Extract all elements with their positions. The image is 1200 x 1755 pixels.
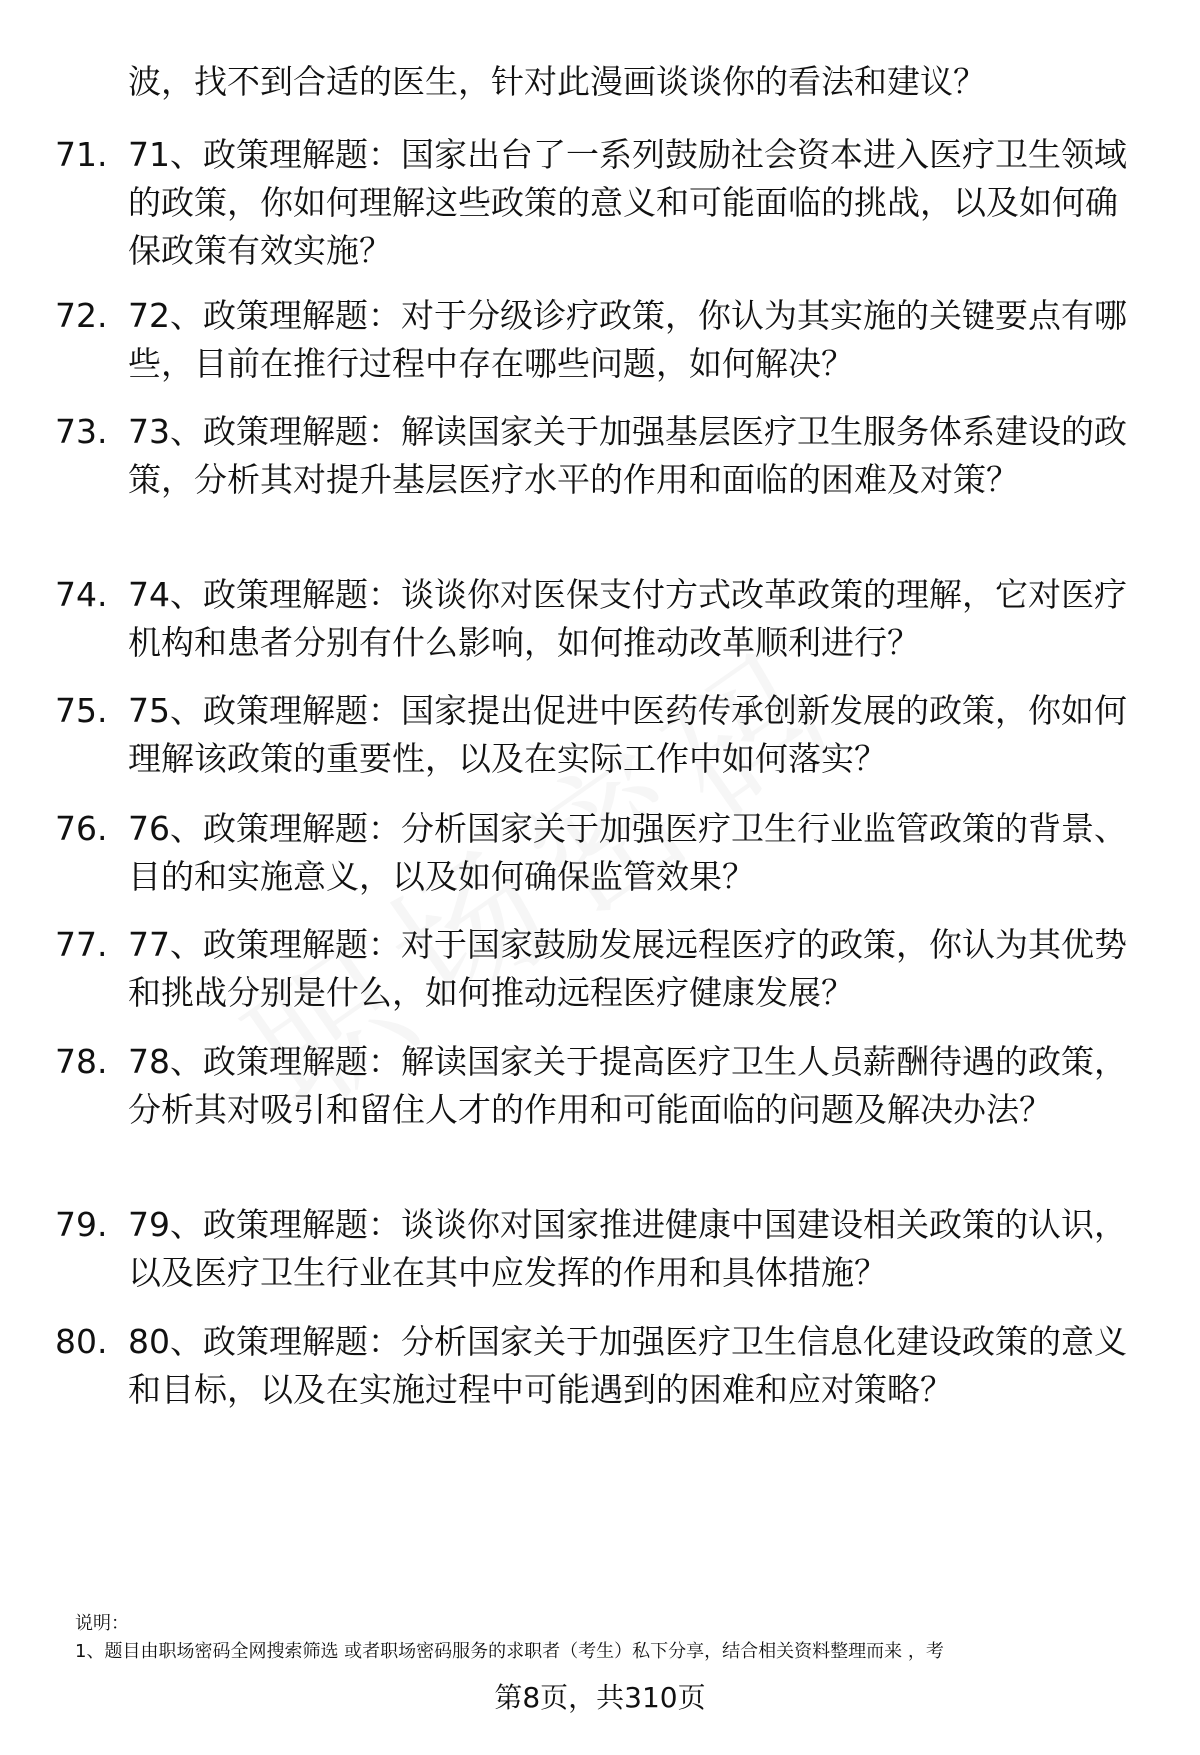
notes-line: 1、题目由职场密码全网搜索筛选 或者职场密码服务的求职者（考生）私下分享，结合相关资料整理而来 ，考 (75, 1641, 944, 1662)
question-text: 80、政策理解题：分析国家关于加强医疗卫生信息化建设政策的意义和目标，以及在实施过程中可能遇到的困难和应对策略？ (128, 1322, 1127, 1409)
question-number: 74. (55, 575, 108, 614)
question-number: 73. (55, 412, 108, 451)
question-number: 75. (55, 691, 108, 730)
question-number: 79. (55, 1205, 108, 1244)
question-text: 75、政策理解题：国家提出促进中医药传承创新发展的政策，你如何理解该政策的重要性，以及在实际工作中如何落实？ (128, 691, 1127, 778)
question-number: 76. (55, 809, 108, 848)
question-text: 77、政策理解题：对于国家鼓励发展远程医疗的政策，你认为其优势和挑战分别是什么，如何推动远程医疗健康发展？ (128, 925, 1127, 1012)
question-number: 71. (55, 135, 108, 174)
question-text: 78、政策理解题：解读国家关于提高医疗卫生人员薪酬待遇的政策，分析其对吸引和留住人才的作用和可能面临的问题及解决办法？ (128, 1042, 1127, 1129)
question-text: 71、政策理解题：国家出台了一系列鼓励社会资本进入医疗卫生领域的政策，你如何理解这些政策的意义和可能面临的挑战，以及如何确保政策有效实施？ (128, 135, 1127, 270)
question-text: 79、政策理解题：谈谈你对国家推进健康中国建设相关政策的认识，以及医疗卫生行业在其中应发挥的作用和具体措施？ (128, 1205, 1127, 1292)
notes-label: 说明： (75, 1613, 129, 1634)
question-text: 73、政策理解题：解读国家关于加强基层医疗卫生服务体系建设的政策，分析其对提升基层医疗水平的作用和面临的困难及对策？ (128, 412, 1127, 499)
notes-section (75, 1610, 1155, 1666)
question-text: 72、政策理解题：对于分级诊疗政策，你认为其实施的关键要点有哪些，目前在推行过程中存在哪些问题，如何解决？ (128, 296, 1127, 383)
question-text: 76、政策理解题：分析国家关于加强医疗卫生行业监管政策的背景、目的和实施意义，以及如何确保监管效果？ (128, 809, 1127, 896)
question-number: 80. (55, 1322, 108, 1361)
continuation-text: 波，找不到合适的医生，针对此漫画谈谈你的看法和建议？ (128, 62, 986, 101)
question-number: 78. (55, 1042, 108, 1081)
question-number: 72. (55, 296, 108, 335)
page-number: 第8页，共310页 (494, 1681, 706, 1714)
question-number: 77. (55, 925, 108, 964)
question-text: 74、政策理解题：谈谈你对医保支付方式改革政策的理解，它对医疗机构和患者分别有什么影响，如何推动改革顺利进行？ (128, 575, 1127, 662)
